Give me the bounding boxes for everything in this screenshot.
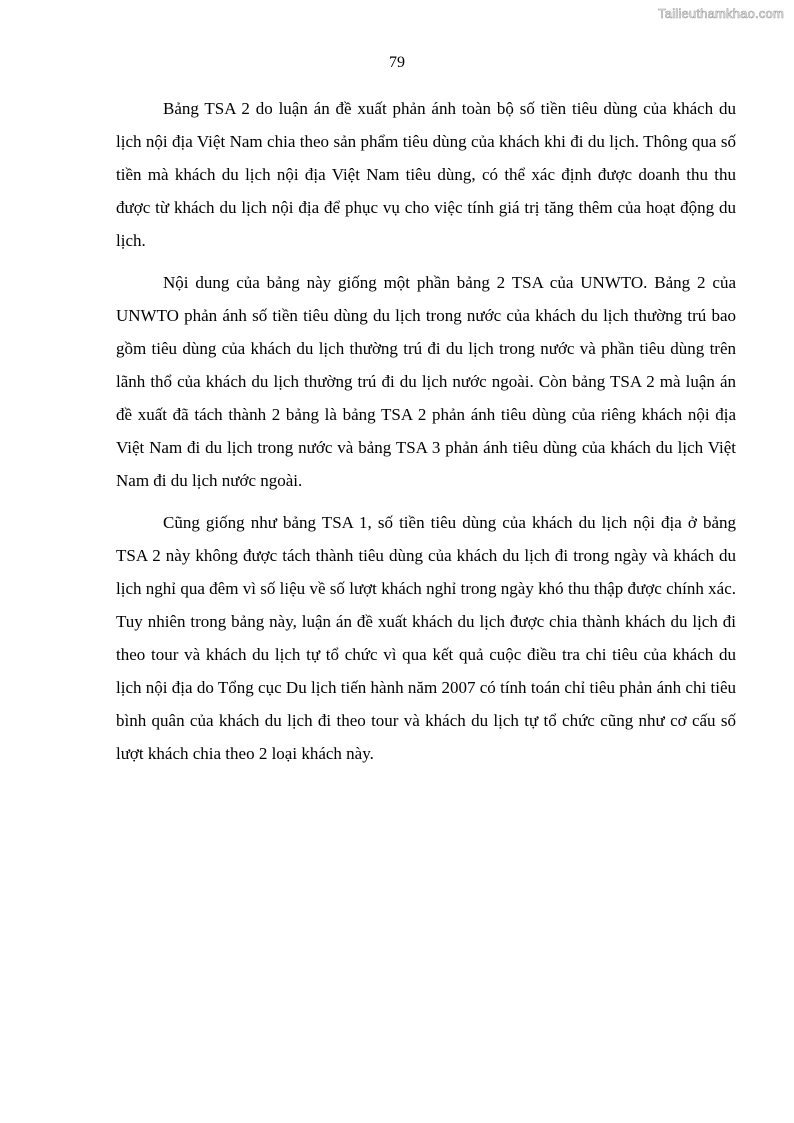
paragraph-2: Nội dung của bảng này giống một phần bảng 2 TSA của UNWTO. Bảng 2 của UNWTO phản ánh số tiền tiêu dùng du lịch trong nước của khách du lịch thường trú bao gồm tiêu dùng của khách du lịch thường trú đi du lịch trong nước và phần tiêu dùng trên lãnh thổ của khách du lịch thường trú đi du lịch nước ngoài. Còn bảng TSA 2 mà luận án đề xuất đã tách thành 2 bảng là bảng TSA 2 phản ánh tiêu dùng của riêng khách nội địa Việt Nam đi du lịch trong nước và bảng TSA 3 phản ánh tiêu dùng của khách du lịch Việt Nam đi du lịch nước ngoài. xyxy=(116,273,736,490)
page-number: 79 xyxy=(389,54,405,71)
watermark: Tailieuthamkhao.com xyxy=(658,6,784,21)
paragraph-3: Cũng giống như bảng TSA 1, số tiền tiêu dùng của khách du lịch nội địa ở bảng TSA 2 này không được tách thành tiêu dùng của khách du lịch đi trong ngày và khách du lịch nghỉ qua đêm vì số liệu về số lượt khách nghỉ trong ngày khó thu thập được chính xác. Tuy nhiên trong bảng này, luận án đề xuất khách du lịch được chia thành khách du lịch đi theo tour và khách du lịch tự tổ chức vì qua kết quả cuộc điều tra chi tiêu của khách du lịch nội địa do Tổng cục Du lịch tiến hành năm 2007 có tính toán chỉ tiêu phản ánh chi tiêu bình quân của khách du lịch đi theo tour và khách du lịch tự tổ chức cũng như cơ cấu số lượt khách chia theo 2 loại khách này. xyxy=(116,513,736,763)
document-body xyxy=(116,92,736,779)
paragraph-1: Bảng TSA 2 do luận án đề xuất phản ánh toàn bộ số tiền tiêu dùng của khách du lịch nội địa Việt Nam chia theo sản phẩm tiêu dùng của khách khi đi du lịch. Thông qua số tiền mà khách du lịch nội địa Việt Nam tiêu dùng, có thể xác định được doanh thu thu được từ khách du lịch nội địa để phục vụ cho việc tính giá trị tăng thêm của hoạt động du lịch. xyxy=(116,99,736,250)
